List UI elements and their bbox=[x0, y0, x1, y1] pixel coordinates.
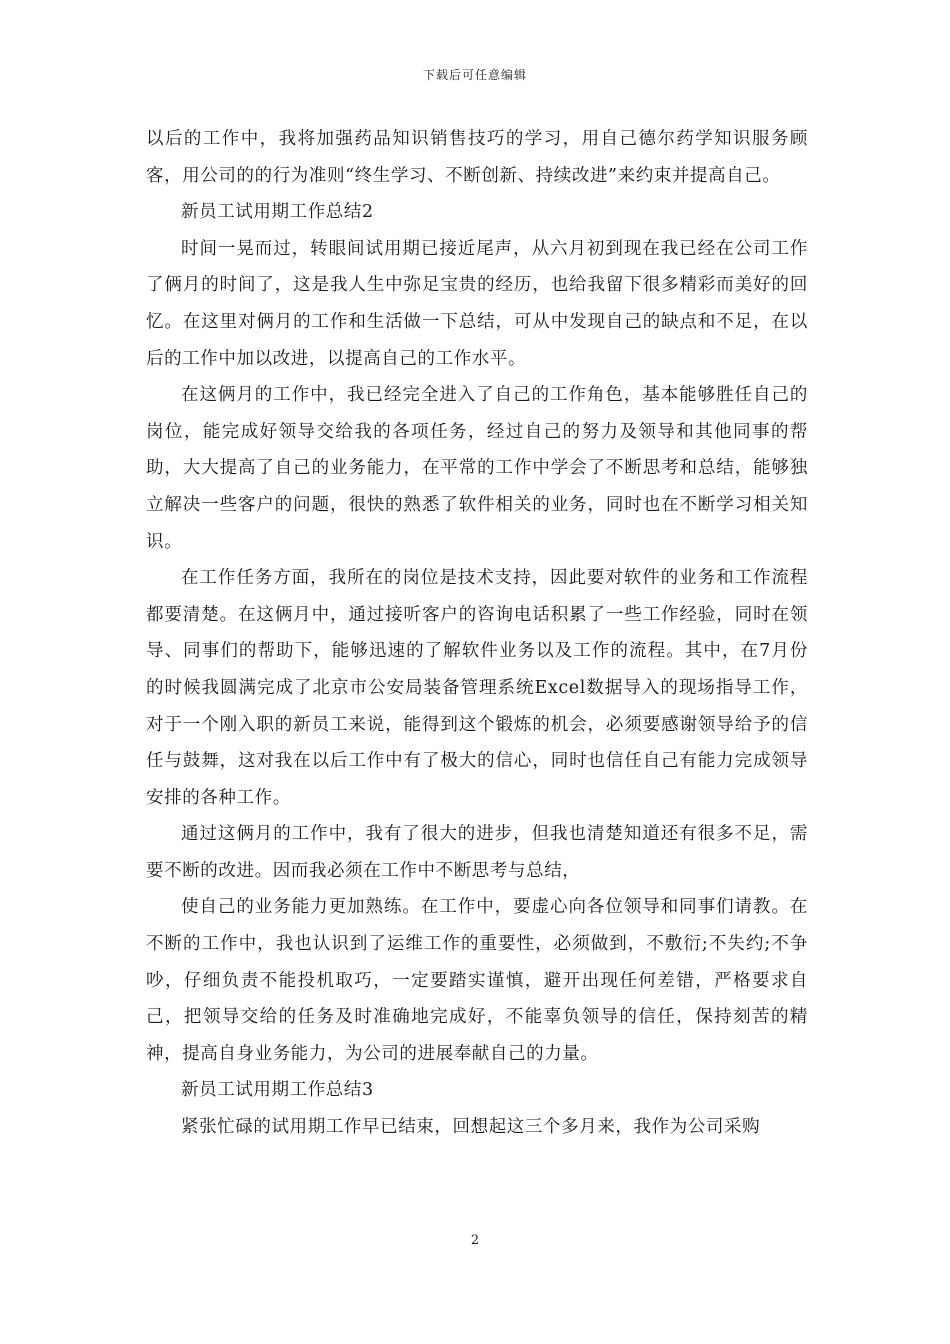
paragraph-progress: 通过这俩月的工作中，我有了很大的进步，但我也清楚知道还有很多不足，需要不断的改进。因而我必须在工作中不断思考与总结， bbox=[146, 824, 808, 881]
page-number: 2 bbox=[470, 1233, 480, 1248]
paragraph-improvement: 使自己的业务能力更加熟练。在工作中，要虚心向各位领导和同事们请教。在不断的工作中，我也认识到了运维工作的重要性，必须做到，不敷衍;不失约;不争吵，仔细负责不能投机取巧，一定要踏实谨慎，避开出现任何差错，严格要求自己，把领导交给的任务及时准确地完成好，不能辜负领导的信任，保持刻苦的精神，提高自身业务能力，为公司的进展奉献自己的力量。 bbox=[146, 897, 808, 1064]
paragraph-continuation: 以后的工作中，我将加强药品知识销售技巧的学习，用自己德尔药学知识服务顾客，用公司的的行为准则“终生学习、不断创新、持续改进”来约束并提高自己。 bbox=[146, 129, 808, 186]
paragraph-work-role: 在这俩月的工作中，我已经完全进入了自己的工作角色，基本能够胜任自己的岗位，能完成好领导交给我的各项任务，经过自己的努力及领导和其他同事的帮助，大大提高了自己的业务能力，在平常的工作中学会了不断思考和总结，能够独立解决一些客户的问题，很快的熟悉了软件相关的业务，同时也在不断学习相关知识。 bbox=[146, 385, 808, 552]
section-heading-summary-3: 新员工试用期工作总结3 bbox=[181, 1080, 374, 1101]
paragraph-purchasing: 紧张忙碌的试用期工作早已结束，回想起这三个多月来，我作为公司采购 bbox=[181, 1117, 761, 1138]
paragraph-work-tasks: 在工作任务方面，我所在的岗位是技术支持，因此要对软件的业务和工作流程都要清楚。在这俩月中，通过接听客户的咨询电话积累了一些工作经验，同时在领导、同事们的帮助下，能够迅速的了解软件业务以及工作的流程。其中，在7月份的时候我圆满完成了北京市公安局装备管理系统Excel数据导入的现场指导工作，对于一个刚入职的新员工来说，能得到这个锻炼的机会，必须要感谢领导给予的信任与鼓舞，这对我在以后工作中有了极大的信心，同时也信任自己有能力完成领导安排的各种工作。 bbox=[146, 568, 808, 808]
page-header: 下载后可任意编辑 bbox=[422, 68, 527, 82]
paragraph-intro: 时间一晃而过，转眼间试用期已接近尾声，从六月初到现在我已经在公司工作了俩月的时间了，这是我人生中弥足宝贵的经历，也给我留下很多精彩而美好的回忆。在这里对俩月的工作和生活做一下总结，可从中发现自己的缺点和不足，在以后的工作中加以改进，以提高自己的工作水平。 bbox=[146, 238, 808, 369]
section-heading-summary-2: 新员工试用期工作总结2 bbox=[181, 202, 374, 223]
document-body bbox=[146, 121, 808, 1146]
